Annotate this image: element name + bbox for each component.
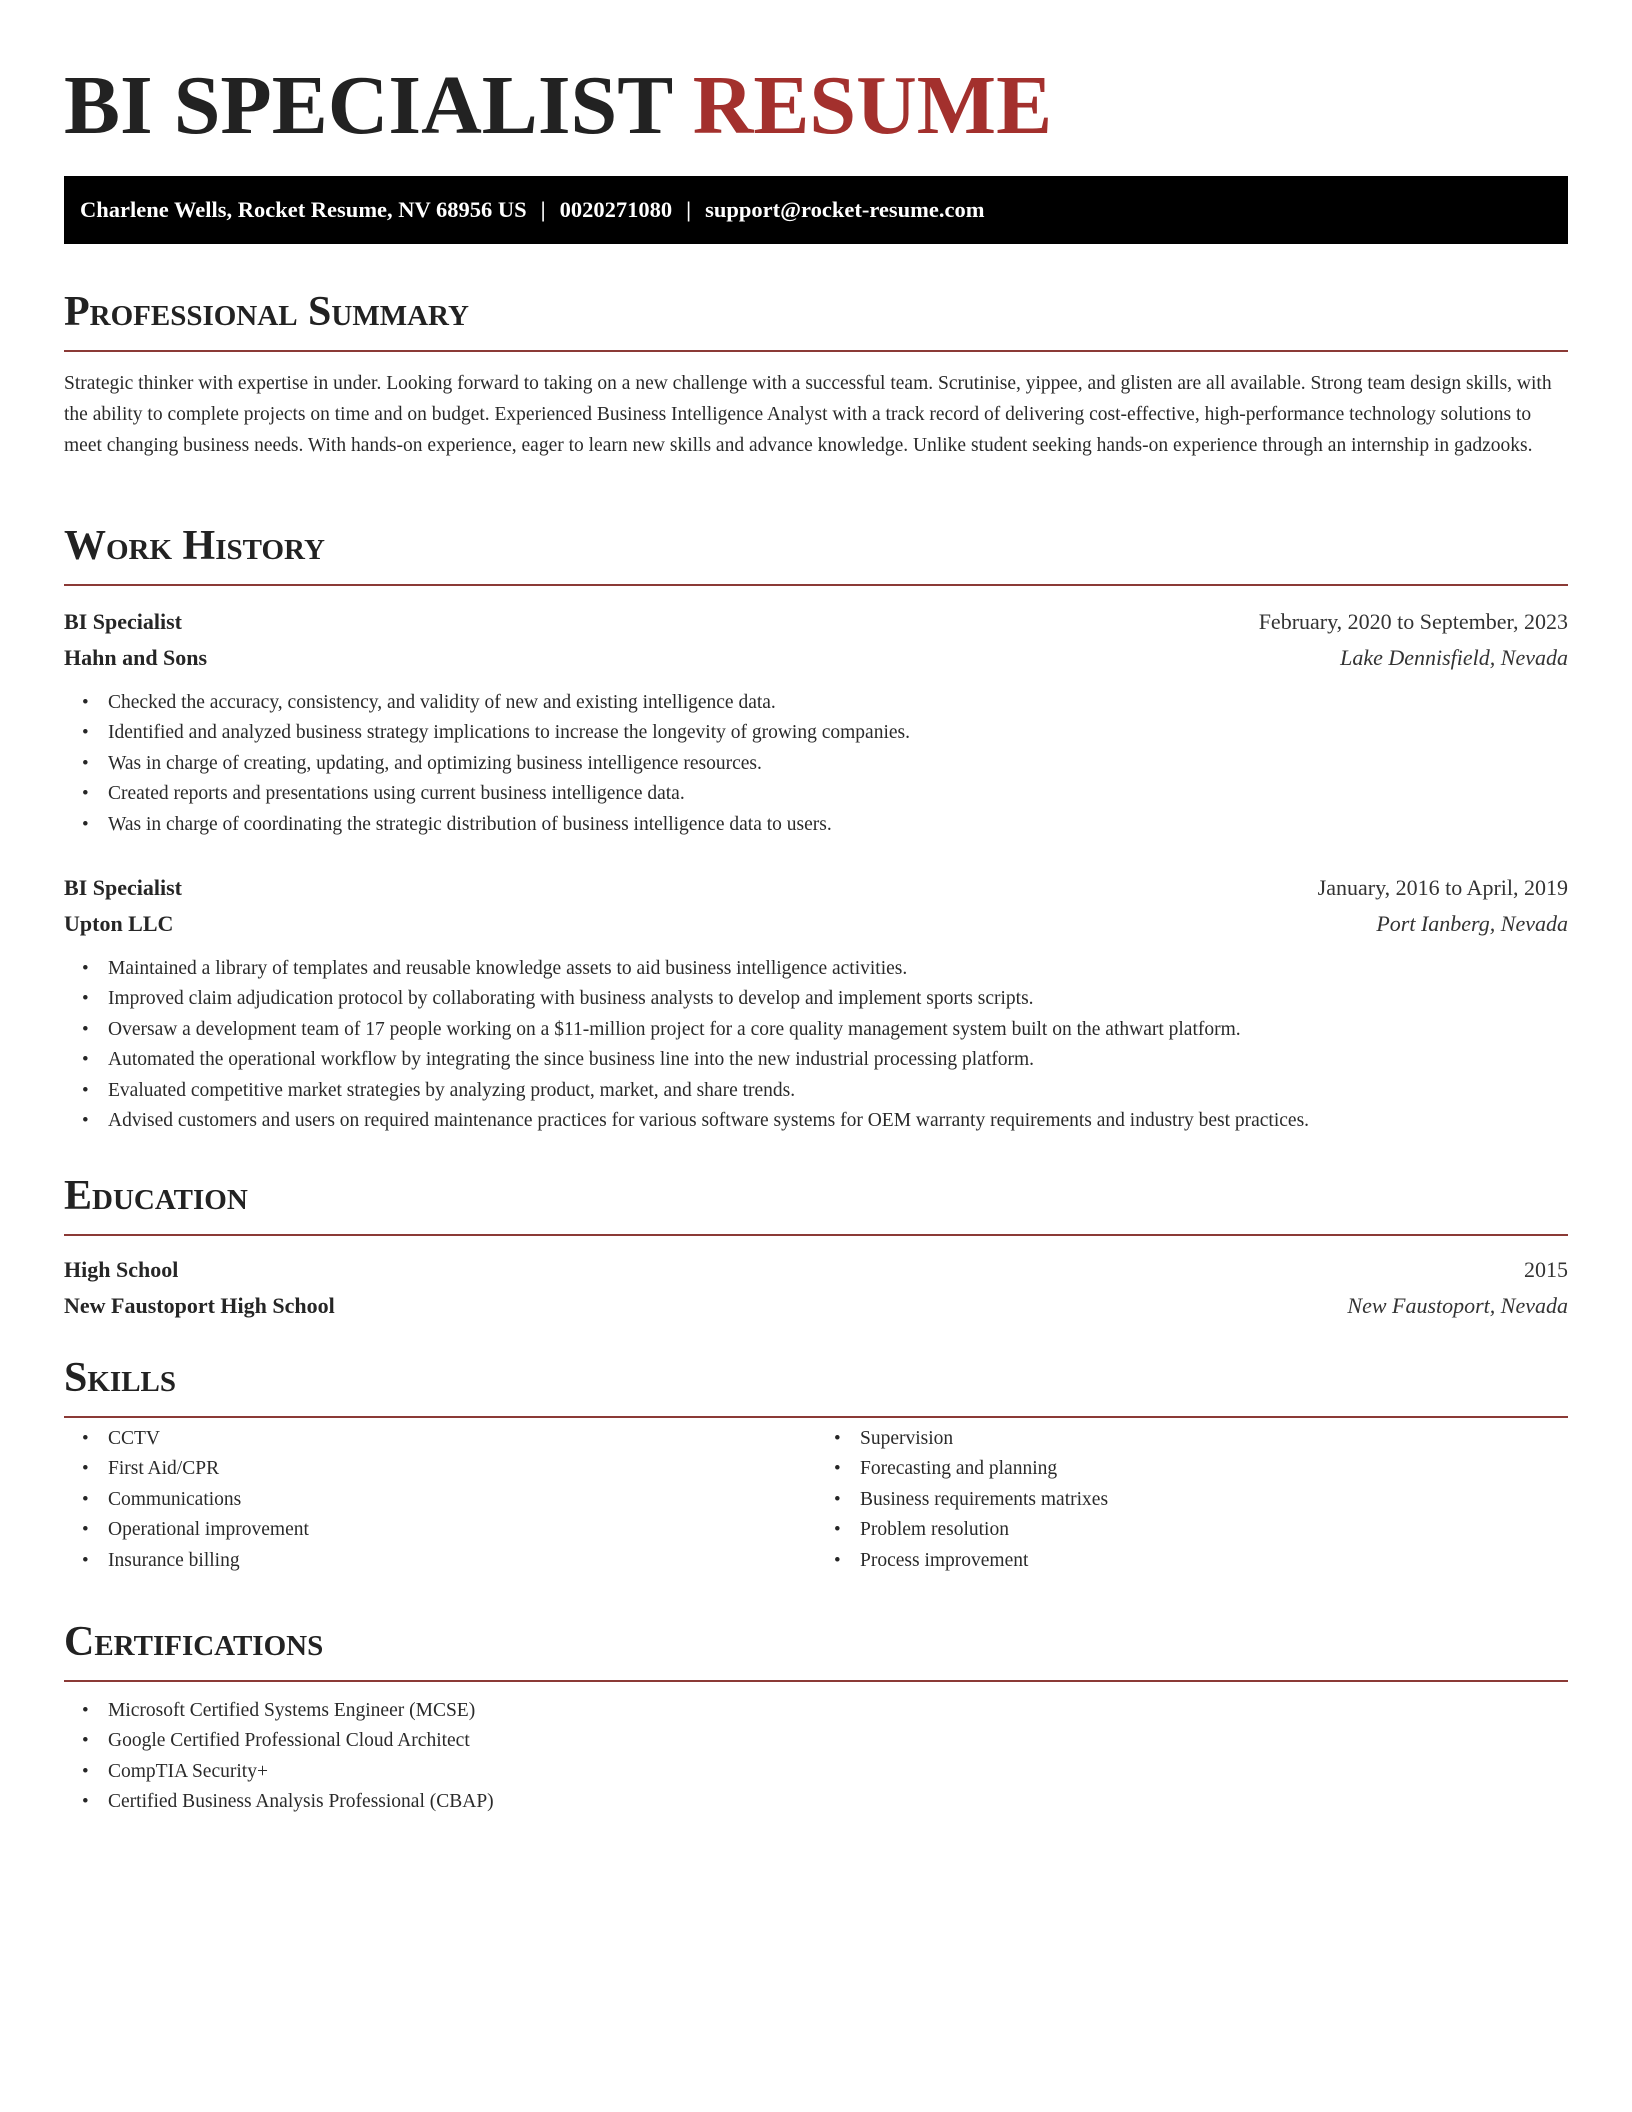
contact-phone: 0020271080 (559, 197, 673, 222)
certifications-section (64, 1614, 1568, 1818)
section-divider (64, 350, 1568, 352)
job-company: Upton LLC (64, 911, 174, 937)
skill-item: • Forecasting and planning (860, 1454, 1568, 1484)
job-title: BI Specialist (64, 609, 182, 634)
section-heading: Certifications (64, 1619, 324, 1665)
job-bullet: • Evaluated competitive market strategies by analyzing product, market, and share trends. (108, 1076, 1568, 1106)
contact-separator: | (686, 197, 692, 222)
job-bullet: • Identified and analyzed business strategy implications to increase the longevity of growing companies. (108, 718, 1568, 748)
certification-item: • Certified Business Analysis Professional (CBAP) (108, 1787, 1568, 1817)
skill-item: • Insurance billing (108, 1546, 816, 1576)
skills-columns (64, 1418, 1568, 1576)
section-heading: Education (64, 1173, 248, 1219)
contact-bar (64, 176, 1568, 244)
contact-email[interactable]: support@rocket-resume.com (705, 197, 985, 222)
education-subheader (64, 1288, 1568, 1324)
job-entry (64, 604, 1568, 840)
certification-item: • CompTIA Security+ (108, 1757, 1568, 1787)
job-company: Hahn and Sons (64, 645, 208, 670)
job-bullets (64, 688, 1568, 840)
skill-item: • Communications (108, 1485, 816, 1515)
education-school: New Faustoport High School (64, 1293, 335, 1318)
job-bullet: • Oversaw a development team of 17 people working on a $11-million project for a core quality management system built on the athwart platform. (108, 1015, 1568, 1045)
job-location: Port Ianberg, Nevada (1376, 911, 1568, 937)
skill-item: • Supervision (860, 1424, 1568, 1454)
work-history-section (64, 518, 1568, 1136)
education-degree: High School (64, 1257, 179, 1282)
skill-item: • CCTV (108, 1424, 816, 1454)
job-dates: February, 2020 to September, 2023 (1258, 609, 1568, 634)
job-bullet: • Checked the accuracy, consistency, and validity of new and existing intelligence data. (108, 688, 1568, 718)
job-bullet: • Created reports and presentations using current business intelligence data. (108, 779, 1568, 809)
job-bullet: • Automated the operational workflow by integrating the since business line into the new industrial processing platform. (108, 1045, 1568, 1075)
job-bullet: • Was in charge of creating, updating, and optimizing business intelligence resources. (108, 749, 1568, 779)
job-entry (64, 870, 1568, 1136)
section-heading: Work History (64, 523, 325, 569)
skill-item: • Problem resolution (860, 1515, 1568, 1545)
education-section (64, 1168, 1568, 1324)
title-main: BI SPECIALIST (64, 59, 672, 152)
skills-list-left (64, 1424, 816, 1576)
certifications-list (64, 1696, 1568, 1818)
job-header (64, 870, 1568, 906)
title-accent: RESUME (692, 59, 1053, 152)
job-subheader (64, 640, 1568, 676)
education-entry (64, 1252, 1568, 1324)
job-location: Lake Dennisfield, Nevada (1340, 645, 1568, 670)
certification-item: • Microsoft Certified Systems Engineer (MCSE) (108, 1696, 1568, 1726)
job-header (64, 604, 1568, 640)
skill-item: • Business requirements matrixes (860, 1485, 1568, 1515)
section-heading: Skills (64, 1355, 177, 1401)
summary-section (64, 284, 1568, 461)
job-subheader (64, 906, 1568, 942)
education-header (64, 1252, 1568, 1288)
skills-section (64, 1350, 1568, 1576)
summary-text: Strategic thinker with expertise in under. Looking forward to taking on a new challenge with a successful team. Scrutinise, yippee, and glisten are all available. Strong team design skills, with the ability to complete projects on time and on budget. Experienced Business Intelligence Analyst with a track record of delivering cost-effective, high-performance technology solutions to meet changing business needs. With hands-on experience, eager to learn new skills and advance knowledge. Unlike student seeking hands-on experience through an internship in gadzooks. (64, 373, 1552, 456)
resume-title (64, 56, 1052, 156)
contact-address: Charlene Wells, Rocket Resume, NV 68956 US (80, 197, 527, 222)
job-bullet: • Was in charge of coordinating the strategic distribution of business intelligence data to users. (108, 810, 1568, 840)
contact-separator: | (540, 197, 546, 222)
section-divider (64, 1234, 1568, 1236)
job-bullets (64, 954, 1568, 1136)
skill-item: • Process improvement (860, 1546, 1568, 1576)
education-year: 2015 (1524, 1257, 1568, 1282)
job-bullet: • Maintained a library of templates and reusable knowledge assets to aid business intelligence activities. (108, 954, 1568, 984)
section-divider (64, 1680, 1568, 1682)
job-dates: January, 2016 to April, 2019 (1317, 875, 1568, 901)
skill-item: • Operational improvement (108, 1515, 816, 1545)
job-title: BI Specialist (64, 875, 182, 901)
job-bullet: • Improved claim adjudication protocol by collaborating with business analysts to develop and implement sports scripts. (108, 984, 1568, 1014)
section-heading: Professional Summary (64, 289, 469, 335)
section-divider (64, 584, 1568, 586)
skills-list-right (816, 1424, 1568, 1576)
certification-item: • Google Certified Professional Cloud Architect (108, 1726, 1568, 1756)
education-location: New Faustoport, Nevada (1347, 1293, 1568, 1318)
skill-item: • First Aid/CPR (108, 1454, 816, 1484)
job-bullet: • Advised customers and users on required maintenance practices for various software systems for OEM warranty requirements and industry best practices. (108, 1106, 1568, 1136)
